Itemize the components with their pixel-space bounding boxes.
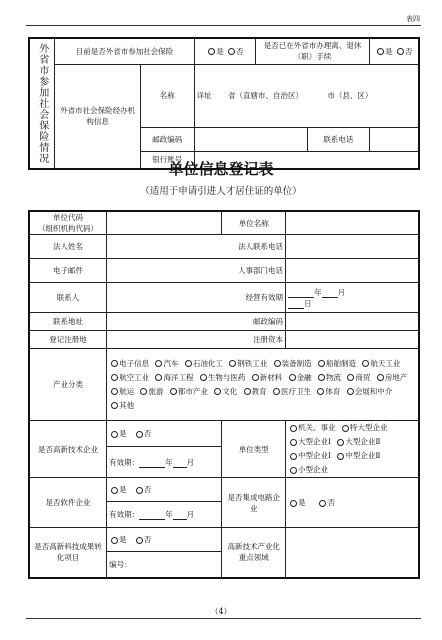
industry-option[interactable]: 都市产业 [168, 387, 208, 396]
radio-icon[interactable] [155, 360, 162, 367]
hitech-label: 是否高新技术企业 [29, 421, 107, 478]
software-label: 是否软件企业 [29, 478, 107, 528]
reg-capital-field[interactable] [286, 331, 419, 349]
radio-icon[interactable] [228, 48, 235, 55]
industry-option[interactable]: 海洋工程 [153, 373, 193, 382]
radio-icon[interactable] [290, 500, 297, 507]
contact-field[interactable] [107, 283, 286, 313]
unit-info-table [28, 210, 420, 579]
industry-option[interactable]: 装备制造 [272, 359, 312, 368]
email-label: 电子邮件 [29, 259, 107, 283]
industry-option[interactable]: 生物与医药 [198, 373, 246, 382]
radio-icon[interactable] [337, 439, 344, 446]
hr-phone-field[interactable] [286, 259, 419, 283]
unit-type-label: 单位类型 [222, 421, 286, 478]
industry-option[interactable]: 电子信息 [109, 359, 149, 368]
industry-option[interactable]: 船舶制造 [316, 359, 356, 368]
radio-icon[interactable] [155, 374, 162, 381]
address-field[interactable] [194, 64, 419, 127]
q-retire-label: 是否已在外省市办理离、退休（职）手续 [256, 38, 369, 64]
postcode2-field[interactable] [286, 313, 419, 331]
radio-icon[interactable] [290, 425, 297, 432]
industry-option[interactable]: 物流 [316, 373, 341, 382]
reg-place-label: 登记注册地 [29, 331, 107, 349]
page-tag: 表四 [406, 15, 420, 23]
industry-options [107, 349, 419, 421]
industry-option[interactable]: 石油化工 [183, 359, 223, 368]
unit-type-option[interactable]: 大型企业Ⅱ [335, 437, 380, 446]
email-field[interactable] [107, 259, 286, 283]
unit-name-label: 单位名称 [222, 211, 286, 235]
industry-option[interactable]: 航天工业 [360, 359, 400, 368]
radio-icon[interactable] [208, 48, 215, 55]
retire-radios[interactable]: 是 否 [369, 38, 419, 64]
phone-field[interactable] [369, 127, 419, 151]
radio-icon[interactable] [111, 487, 118, 494]
radio-icon[interactable] [319, 500, 326, 507]
industry-option[interactable]: 会展和中介 [345, 387, 393, 396]
radio-icon[interactable] [342, 425, 349, 432]
legal-phone-label: 法人联系电话 [238, 242, 284, 251]
unit-type-option[interactable]: 特大型企业 [340, 423, 388, 432]
radio-icon[interactable] [347, 374, 354, 381]
radio-icon[interactable] [200, 374, 207, 381]
radio-icon[interactable] [136, 487, 143, 494]
address-prefix: 详址 [196, 91, 212, 100]
tech-transfer-label: 是否高新科技成果转化项目 [29, 528, 107, 578]
legal-rep-label: 法人姓名 [29, 235, 107, 259]
unit-code-label: 单位代码 （组织机构代码） [29, 211, 107, 235]
radio-icon[interactable] [140, 388, 147, 395]
radio-icon[interactable] [318, 374, 325, 381]
reg-place-field[interactable] [107, 331, 286, 349]
postcode-label: 邮政编码 [140, 127, 194, 151]
unit-type-option[interactable]: 小型企业 [288, 465, 328, 474]
page-title: 单位信息登记表 [168, 160, 274, 178]
enrolled-radios[interactable]: 是 否 [194, 38, 256, 64]
unit-name-field[interactable] [286, 211, 419, 235]
agency-label: 外省市社会保险经办机构信息 [55, 64, 140, 169]
radio-icon[interactable] [136, 537, 143, 544]
bank-label: 银行账号 [140, 151, 194, 169]
hitech-period[interactable]: 有效期： 年 月 [107, 447, 222, 478]
ind-field-label: 高新技术产业化重点领域 [222, 528, 286, 578]
top-rule [26, 25, 421, 26]
page-subtitle: （适用于申请引进人才居住证的单位） [140, 186, 302, 197]
bottom-rule [26, 618, 421, 619]
unit-type-option[interactable]: 大型企业Ⅰ [288, 437, 331, 446]
radio-icon[interactable] [252, 374, 259, 381]
ic-radios[interactable]: 是 否 [286, 478, 419, 528]
ind-field-field[interactable] [286, 528, 419, 578]
section-vertical-label: 外省市参加社会保险情况 [29, 38, 55, 169]
radio-icon[interactable] [111, 537, 118, 544]
radio-icon[interactable] [377, 374, 384, 381]
address-label: 联系地址 [29, 313, 107, 331]
hr-phone-label: 人事部门电话 [238, 266, 284, 275]
page-number: （4） [210, 607, 232, 616]
phone-label: 联系电话 [307, 127, 369, 151]
industry-option[interactable]: 钢铁工业 [227, 359, 267, 368]
radio-icon[interactable] [111, 388, 118, 395]
hitech-radios[interactable]: 是 否 [107, 421, 222, 447]
address-field2[interactable] [107, 313, 286, 331]
software-radios[interactable]: 是 否 [107, 478, 222, 502]
validity-field[interactable]: 年 月 日 [286, 283, 419, 313]
social-insurance-table [28, 37, 420, 170]
radio-icon[interactable] [337, 453, 344, 460]
tech-transfer-radios[interactable]: 是 否 [107, 528, 222, 552]
radio-icon[interactable] [318, 360, 325, 367]
q-enrolled-label: 目前是否外省市参加社会保险 [55, 38, 194, 64]
industry-option[interactable]: 金融 [287, 373, 312, 382]
validity-label: 经营有效期 [245, 293, 284, 302]
radio-icon[interactable] [317, 388, 324, 395]
radio-icon[interactable] [214, 388, 221, 395]
radio-icon[interactable] [136, 431, 143, 438]
tech-transfer-number[interactable]: 编号： [107, 552, 222, 578]
unit-type-option[interactable]: 中型企业Ⅰ [288, 451, 331, 460]
contact-label: 联系人 [29, 283, 107, 313]
unit-code-field[interactable] [107, 211, 222, 235]
industry-option[interactable]: 航运 [109, 387, 134, 396]
industry-option[interactable]: 其他 [109, 401, 134, 410]
radio-icon[interactable] [244, 388, 251, 395]
software-period[interactable]: 有效期： 年 月 [107, 502, 222, 528]
radio-icon[interactable] [362, 360, 369, 367]
legal-phone-field[interactable] [286, 235, 419, 259]
radio-icon[interactable] [290, 467, 297, 474]
radio-icon[interactable] [111, 402, 118, 409]
radio-icon[interactable] [111, 374, 118, 381]
industry-option[interactable]: 汽车 [153, 359, 178, 368]
industry-option[interactable]: 商贸 [345, 373, 370, 382]
city-label: 市（县、区） [327, 91, 373, 100]
postcode2-label: 邮政编码 [253, 317, 284, 326]
industry-option[interactable]: 文化 [212, 387, 237, 396]
radio-icon[interactable] [170, 388, 177, 395]
radio-icon[interactable] [290, 453, 297, 460]
radio-icon[interactable] [111, 431, 118, 438]
reg-capital-label: 注册资本 [253, 335, 284, 344]
radio-icon[interactable] [185, 360, 192, 367]
industry-option[interactable]: 医疗卫生 [271, 387, 311, 396]
ic-label: 是否集成电路企业 [222, 478, 286, 528]
unit-type-option[interactable]: 机关、事业 [288, 423, 336, 432]
industry-label: 产业分类 [29, 349, 107, 421]
industry-option[interactable]: 新材料 [250, 373, 283, 382]
legal-rep-field[interactable] [107, 235, 286, 259]
radio-icon[interactable] [111, 360, 118, 367]
name-label: 名称 [140, 64, 194, 127]
province-label: 省（直辖市、自治区） [228, 91, 303, 100]
postcode-field[interactable] [194, 127, 307, 151]
radio-icon[interactable] [397, 48, 404, 55]
unit-type-option[interactable]: 中型企业Ⅱ [335, 451, 380, 460]
radio-icon[interactable] [273, 388, 280, 395]
industry-option[interactable]: 航空工业 [109, 373, 149, 382]
radio-icon[interactable] [229, 360, 236, 367]
radio-icon[interactable] [290, 439, 297, 446]
unit-type-options [286, 421, 419, 478]
radio-icon[interactable] [274, 360, 281, 367]
radio-icon[interactable] [377, 48, 384, 55]
industry-option[interactable]: 旅游 [138, 387, 163, 396]
industry-option[interactable]: 体育 [315, 387, 340, 396]
industry-option[interactable]: 教育 [242, 387, 267, 396]
industry-option[interactable]: 房地产 [375, 373, 408, 382]
radio-icon[interactable] [289, 374, 296, 381]
radio-icon[interactable] [347, 388, 354, 395]
